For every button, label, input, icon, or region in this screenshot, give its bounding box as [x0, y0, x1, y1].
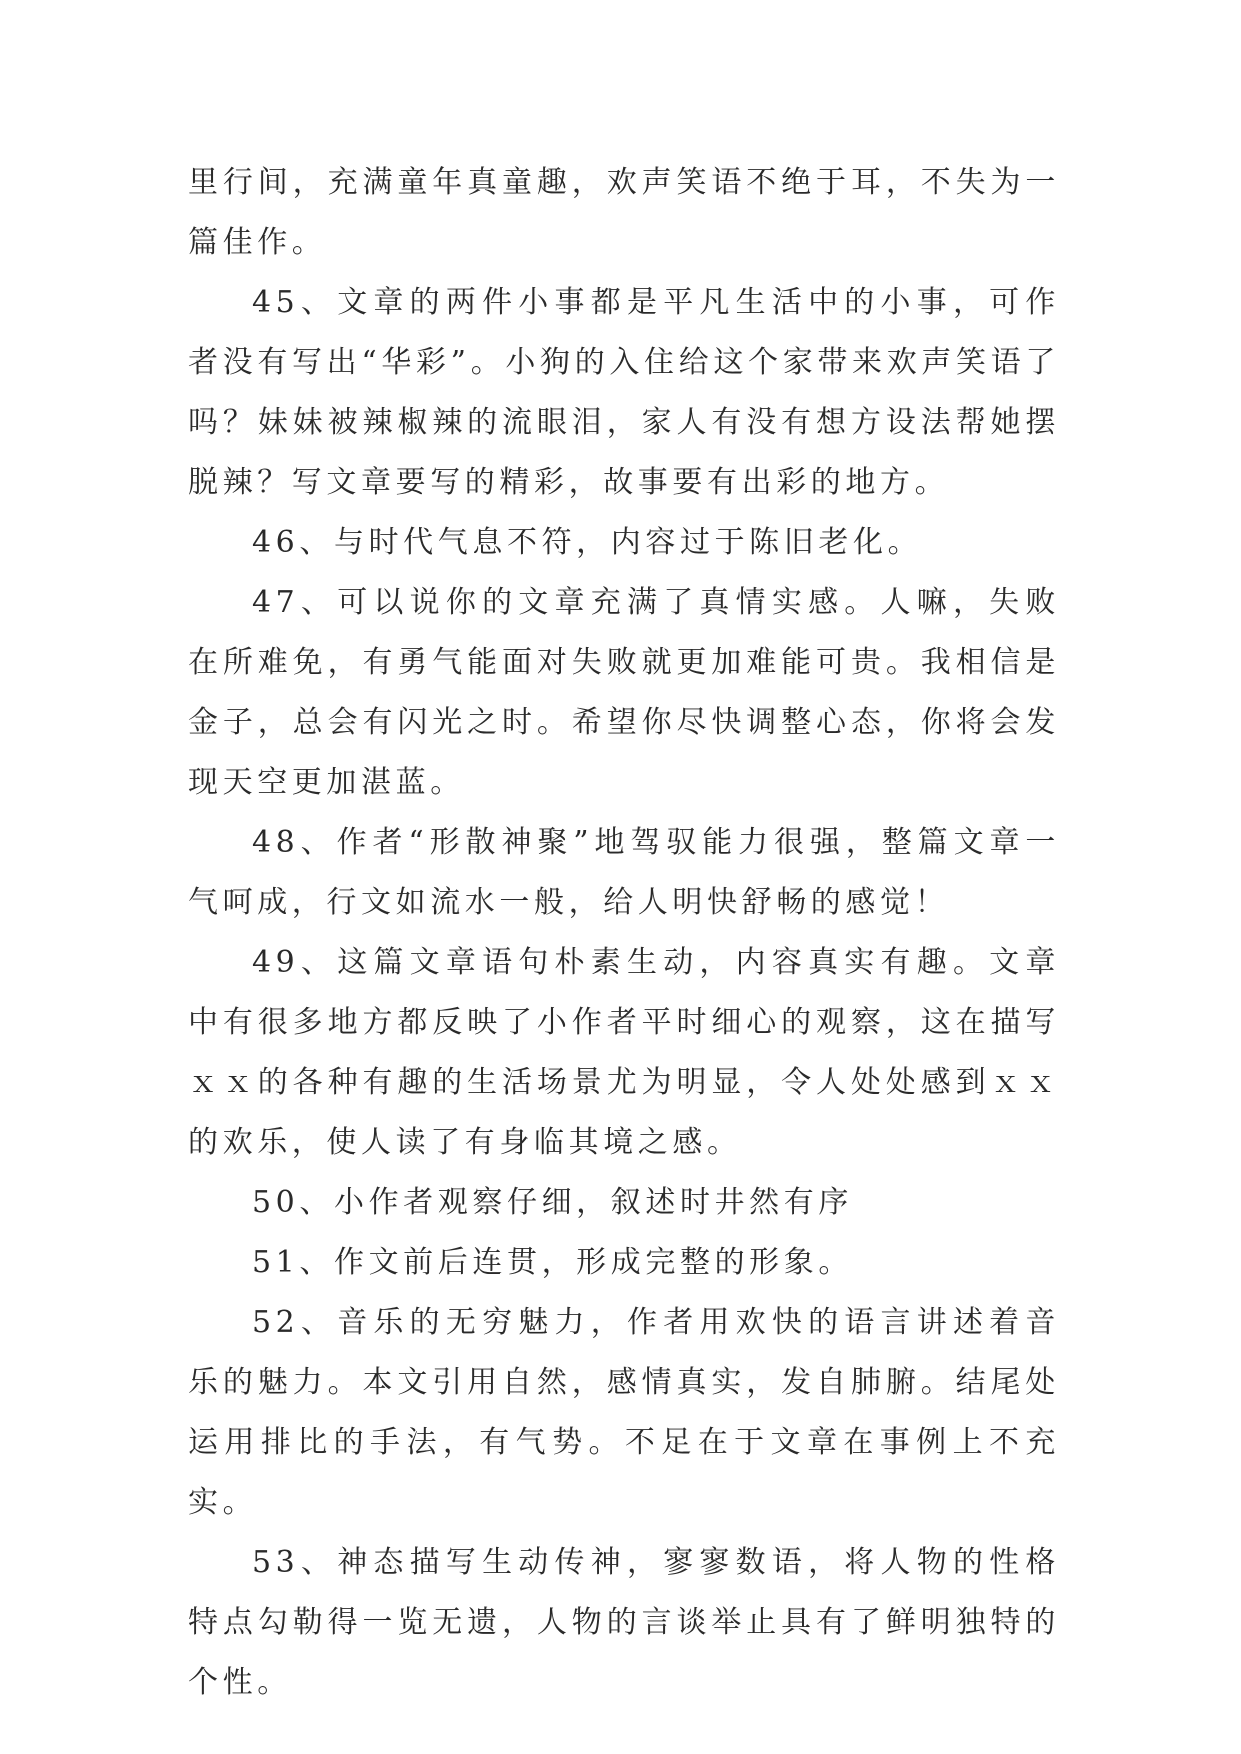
- document-body: [188, 153, 1060, 1713]
- paragraph-53: 53、神态描写生动传神，寥寥数语，将人物的性格特点勾勒得一览无遗，人物的言谈举止具有了鲜明独特的个性。: [188, 1545, 1060, 1700]
- paragraph-49: 49、这篇文章语句朴素生动，内容真实有趣。文章中有很多地方都反映了小作者平时细心的观察，这在描写ｘｘ的各种有趣的生活场景尤为明显，令人处处感到ｘｘ的欢乐，使人读了有身临其境之感。: [188, 945, 1060, 1160]
- paragraph-47: 47、可以说你的文章充满了真情实感。人嘛，失败在所难免，有勇气能面对失败就更加难能可贵。我相信是金子，总会有闪光之时。希望你尽快调整心态，你将会发现天空更加湛蓝。: [188, 585, 1060, 800]
- paragraph-48: 48、作者“形散神聚”地驾驭能力很强，整篇文章一气呵成，行文如流水一般，给人明快舒畅的感觉！: [188, 825, 1060, 920]
- paragraph-46: 46、与时代气息不符，内容过于陈旧老化。: [252, 525, 923, 560]
- paragraph-52: 52、音乐的无穷魅力，作者用欢快的语言讲述着音乐的魅力。本文引用自然，感情真实，发自肺腑。结尾处运用排比的手法，有气势。不足在于文章在事例上不充实。: [188, 1305, 1060, 1520]
- paragraph-51: 51、作文前后连贯，形成完整的形象。: [252, 1245, 853, 1280]
- paragraph-45: 45、文章的两件小事都是平凡生活中的小事，可作者没有写出“华彩”。小狗的入住给这个家带来欢声笑语了吗？妹妹被辣椒辣的流眼泪，家人有没有想方设法帮她摆脱辣？写文章要写的精彩，故事要有出彩的地方。: [188, 285, 1060, 500]
- paragraph-50: 50、小作者观察仔细，叙述时井然有序: [252, 1185, 853, 1220]
- paragraph-continued: 里行间，充满童年真童趣，欢声笑语不绝于耳，不失为一篇佳作。: [188, 165, 1060, 260]
